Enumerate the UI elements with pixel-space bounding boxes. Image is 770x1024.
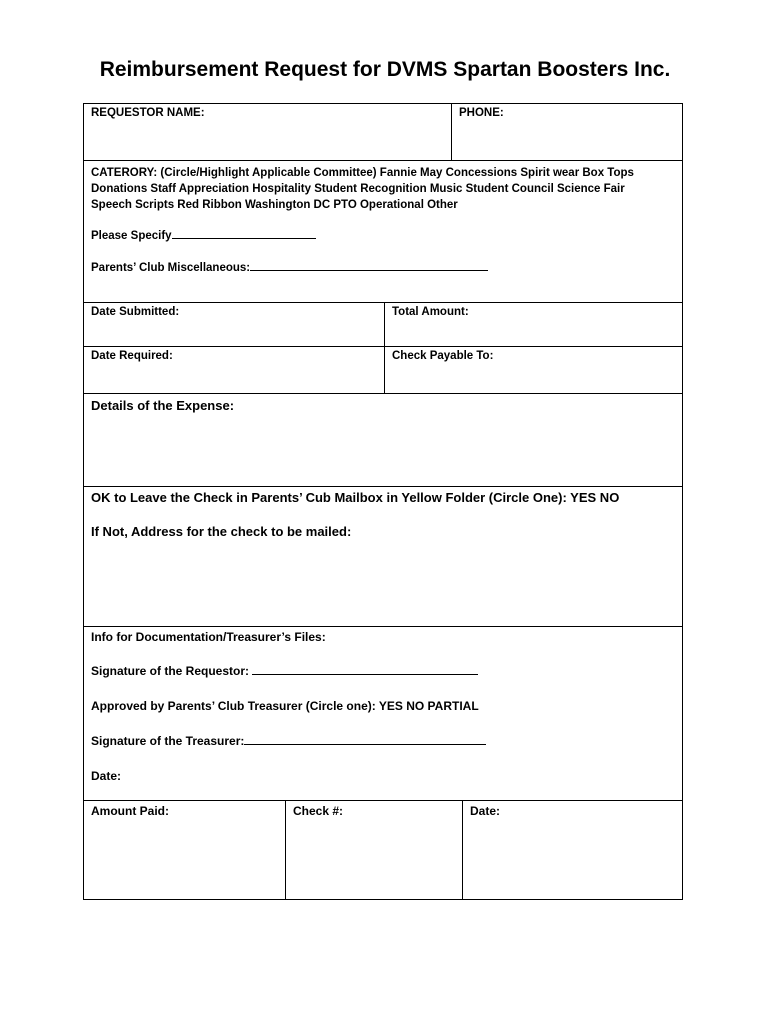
category-line-2: Donations Staff Appreciation Hospitality Student Recognition Music Student Council Science Fair	[91, 183, 625, 195]
category-line-3: Speech Scripts Red Ribbon Washington DC PTO Operational Other	[91, 199, 458, 211]
category-line-1: CATERORY: (Circle/Highlight Applicable Committee) Fannie May Concessions Spirit wear Box Tops	[91, 167, 634, 179]
date-required-row	[84, 347, 682, 394]
phone-label: PHONE:	[459, 107, 504, 119]
date-submitted-row	[84, 303, 682, 347]
check-payable-field[interactable]	[384, 347, 682, 393]
payment-date-field[interactable]	[462, 801, 682, 899]
treasurer-info-label: Info for Documentation/Treasurer’s Files:	[91, 630, 326, 644]
treasurer-section	[84, 627, 682, 801]
phone-field[interactable]	[451, 104, 682, 160]
please-specify-blank[interactable]	[172, 228, 316, 239]
payment-row	[84, 801, 682, 899]
requestor-signature-label: Signature of the Requestor:	[91, 664, 253, 678]
check-number-field[interactable]	[285, 801, 463, 899]
reimbursement-form	[83, 103, 683, 900]
date-required-field[interactable]	[84, 347, 385, 393]
payment-date-label: Date:	[470, 804, 501, 818]
details-section[interactable]	[84, 394, 682, 487]
mailbox-section	[84, 487, 682, 627]
treasurer-approval-label: Approved by Parents’ Club Treasurer (Circle one): YES NO PARTIAL	[91, 699, 479, 713]
treasurer-signature-blank[interactable]	[244, 734, 486, 745]
date-submitted-label: Date Submitted:	[91, 306, 180, 318]
misc-blank[interactable]	[250, 260, 488, 271]
treasurer-date-label: Date:	[91, 769, 122, 783]
treasurer-signature-label: Signature of the Treasurer:	[91, 734, 245, 748]
requestor-signature-blank[interactable]	[252, 664, 478, 675]
misc-field[interactable]	[91, 260, 488, 276]
requestor-row	[84, 104, 682, 161]
requestor-name-field[interactable]	[84, 104, 452, 160]
requestor-signature-field[interactable]	[91, 664, 478, 678]
please-specify-field[interactable]	[91, 228, 316, 244]
mail-address-label: If Not, Address for the check to be mailed:	[91, 524, 352, 539]
misc-label: Parents’ Club Miscellaneous:	[91, 262, 251, 274]
please-specify-label: Please Specify	[91, 230, 172, 242]
amount-paid-field[interactable]	[84, 801, 286, 899]
amount-paid-label: Amount Paid:	[91, 804, 169, 818]
form-title: Reimbursement Request for DVMS Spartan Boosters Inc.	[99, 58, 671, 81]
mailbox-ok-label: OK to Leave the Check in Parents’ Cub Mailbox in Yellow Folder (Circle One): YES NO	[91, 490, 620, 505]
total-amount-label: Total Amount:	[392, 306, 469, 318]
date-required-label: Date Required:	[91, 350, 173, 362]
check-number-label: Check #:	[293, 804, 344, 818]
requestor-name-label: REQUESTOR NAME:	[91, 107, 205, 119]
treasurer-signature-field[interactable]	[91, 734, 486, 748]
check-payable-label: Check Payable To:	[392, 350, 494, 362]
date-submitted-field[interactable]	[84, 303, 385, 346]
total-amount-field[interactable]	[384, 303, 682, 346]
details-label: Details of the Expense:	[91, 398, 235, 413]
category-section	[84, 161, 682, 303]
